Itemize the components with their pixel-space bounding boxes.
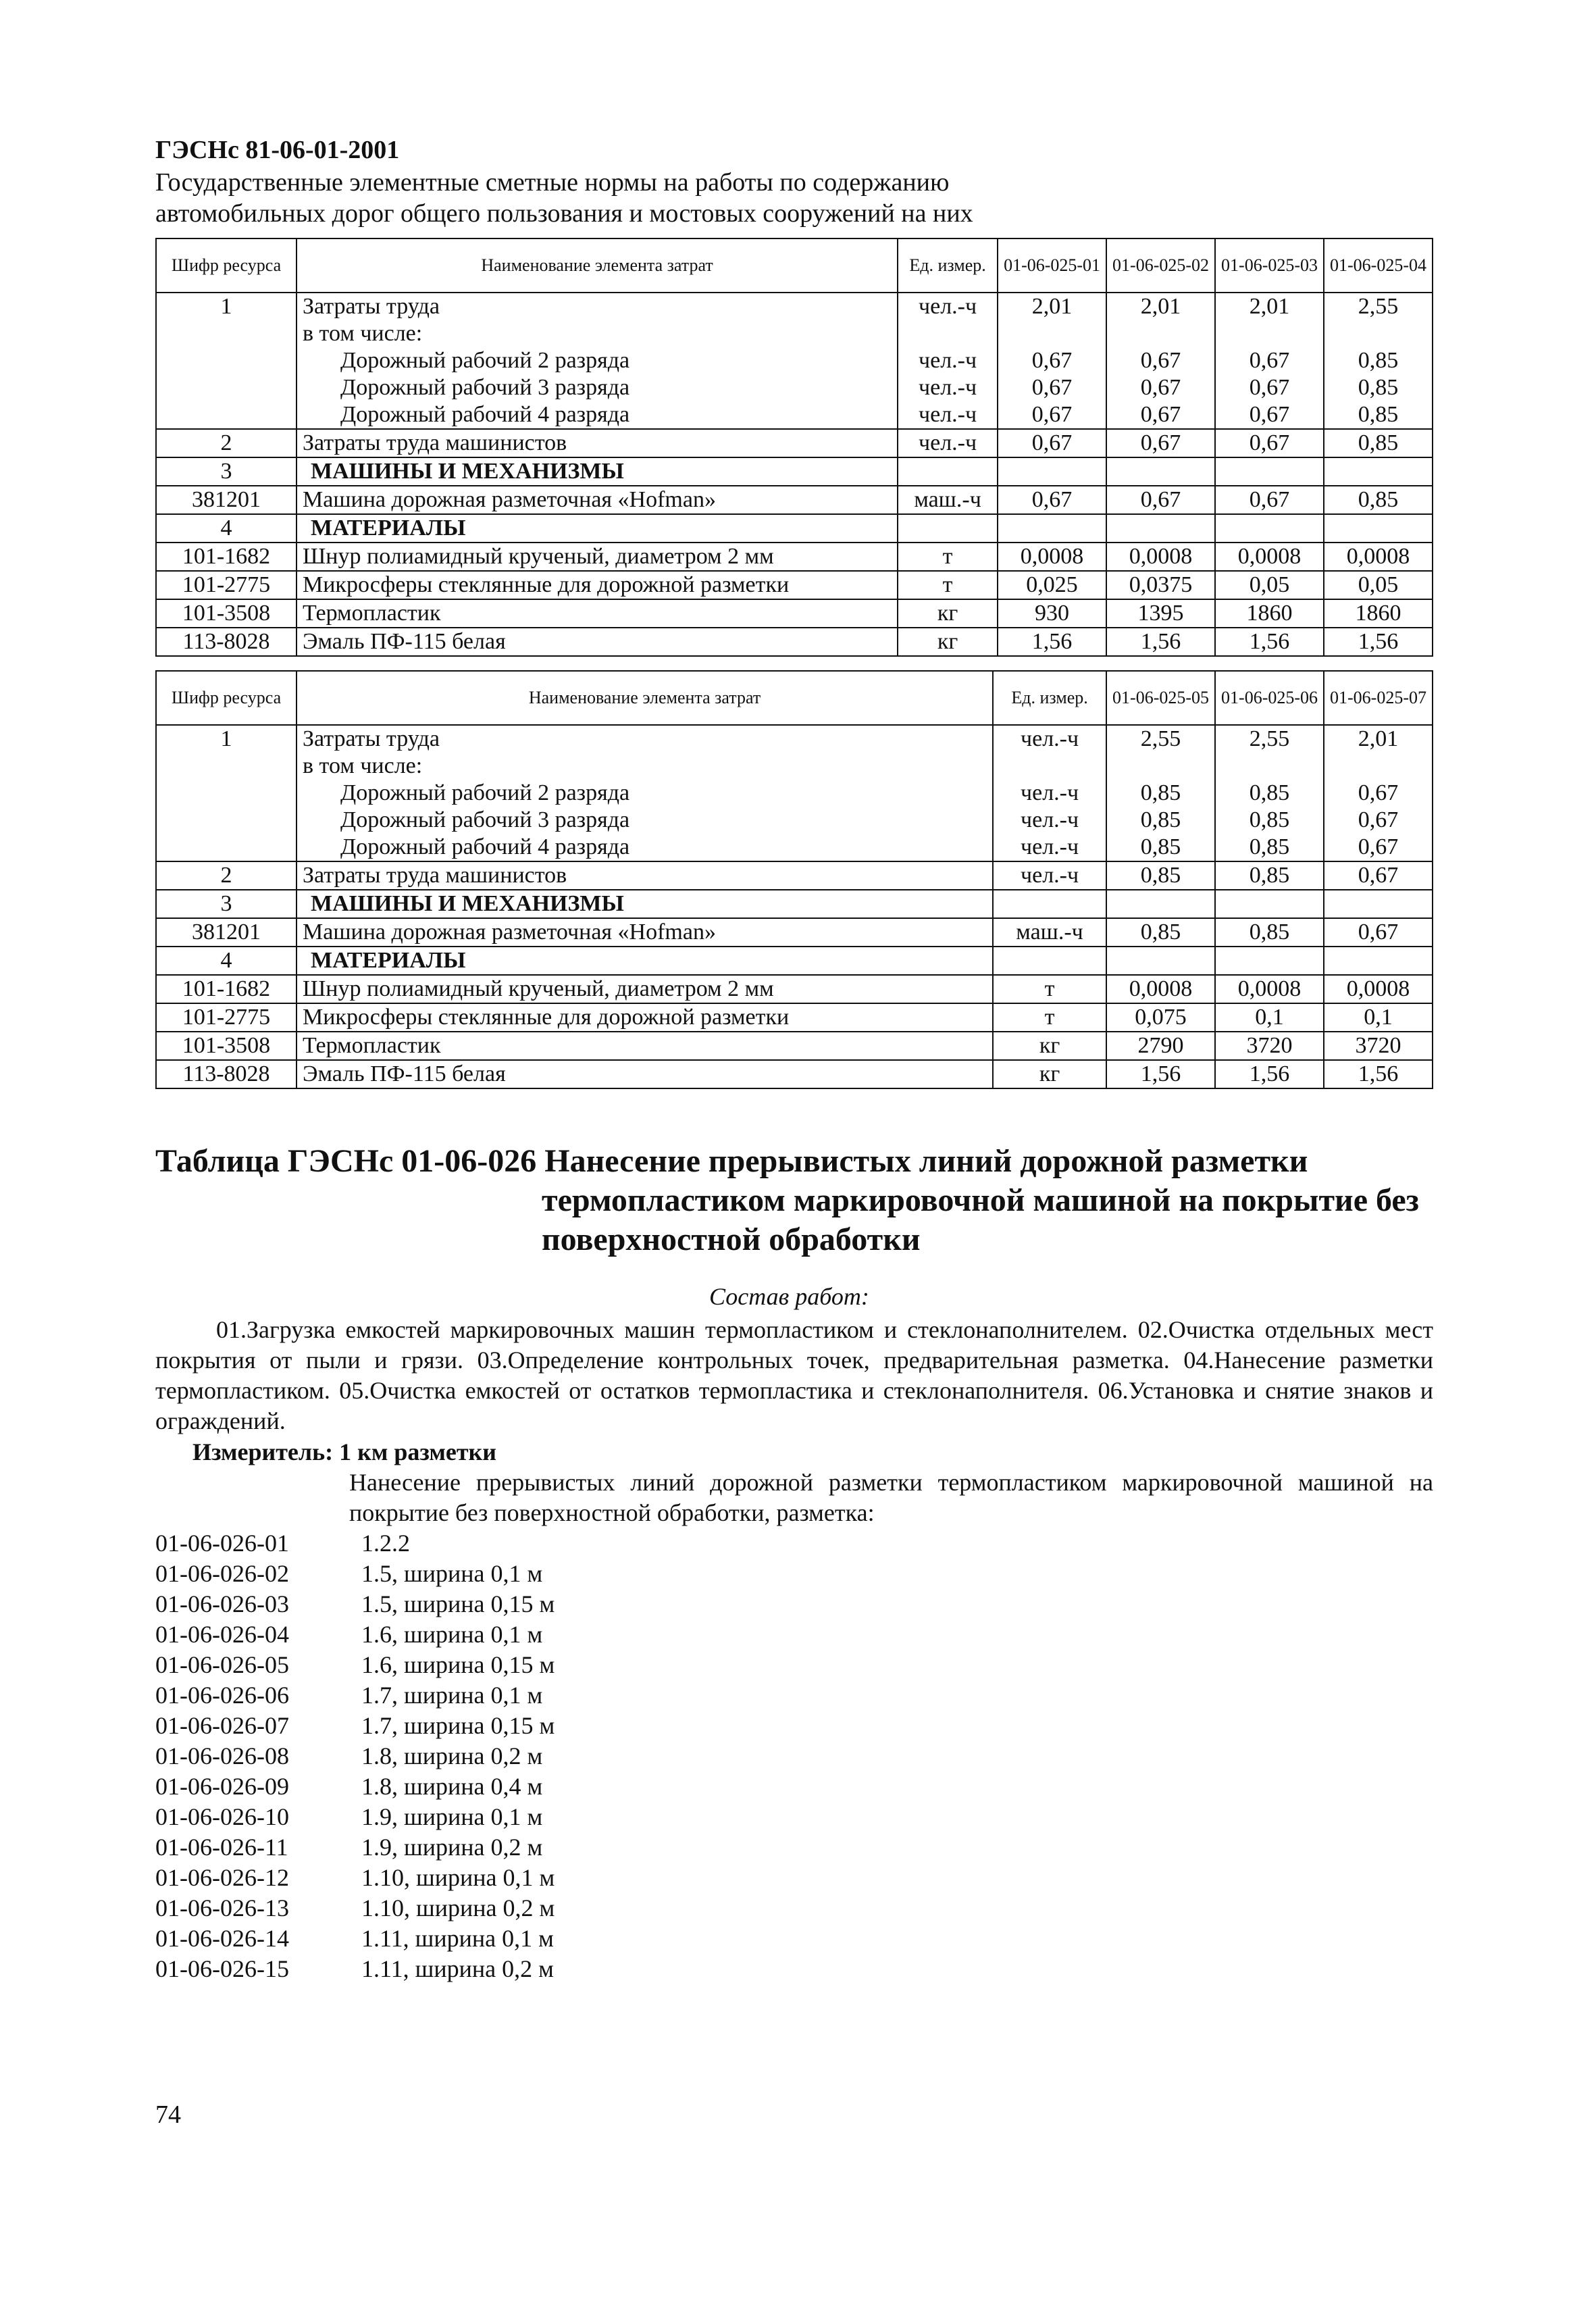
value-cell: 0,67 — [1106, 401, 1215, 429]
value-cell: 1,56 — [1106, 1060, 1215, 1088]
value-cell: 0,67 — [1324, 861, 1433, 890]
norm-row — [155, 1832, 555, 1863]
value-cell — [1106, 514, 1215, 543]
norm-text: 1.6, ширина 0,1 м — [361, 1621, 543, 1648]
resource-code-cell — [156, 320, 297, 347]
value-cell: 0,0008 — [1215, 543, 1324, 571]
unit-cell: т — [993, 1003, 1106, 1032]
value-cell: 0,85 — [1106, 780, 1215, 807]
resource-code-cell: 113-8028 — [156, 628, 297, 656]
table-body — [156, 293, 1433, 656]
value-cell: 0,67 — [1324, 918, 1433, 947]
value-cell: 0,67 — [1106, 374, 1215, 401]
item-name-cell: Затраты труда машинистов — [297, 429, 898, 457]
value-cell: 0,05 — [1324, 571, 1433, 599]
value-cell: 0,0008 — [1324, 975, 1433, 1003]
unit-cell: чел.-ч — [993, 780, 1106, 807]
table-row — [156, 1060, 1433, 1088]
unit-cell: т — [993, 975, 1106, 1003]
unit-cell: чел.-ч — [898, 293, 998, 320]
resource-code-cell: 101-1682 — [156, 543, 297, 571]
value-cell: 2,55 — [1106, 725, 1215, 753]
table-row — [156, 807, 1433, 834]
unit-cell — [993, 753, 1106, 780]
value-cell: 0,85 — [1106, 834, 1215, 861]
value-cell: 0,85 — [1106, 918, 1215, 947]
value-cell: 0,85 — [1215, 918, 1324, 947]
item-name-cell: МАТЕРИАЛЫ — [297, 947, 993, 975]
norm-code: 01-06-026-03 — [155, 1590, 289, 1617]
value-cell — [1215, 320, 1324, 347]
norm-row — [155, 1589, 555, 1619]
norm-text: 1.7, ширина 0,1 м — [361, 1682, 543, 1709]
table-row — [156, 780, 1433, 807]
unit-cell: т — [898, 543, 998, 571]
header-resource-code: Шифр ресурса — [156, 238, 297, 293]
value-cell — [1106, 890, 1215, 918]
norm-text: 1.8, ширина 0,2 м — [361, 1742, 543, 1769]
norm-code: 01-06-026-05 — [155, 1651, 289, 1678]
item-name-cell: Эмаль ПФ-115 белая — [297, 628, 898, 656]
table-row — [156, 514, 1433, 543]
item-name-cell: Дорожный рабочий 3 разряда — [297, 807, 993, 834]
header-resource-code: Шифр ресурса — [156, 671, 297, 725]
table-row — [156, 861, 1433, 890]
resource-code-cell: 101-2775 — [156, 571, 297, 599]
value-cell: 2,01 — [1106, 293, 1215, 320]
norm-text: 1.11, ширина 0,2 м — [361, 1955, 554, 1982]
norm-text: 1.5, ширина 0,1 м — [361, 1560, 543, 1587]
value-cell: 0,85 — [1324, 401, 1433, 429]
unit-cell — [898, 320, 998, 347]
value-cell: 0,67 — [1215, 401, 1324, 429]
value-cell: 0,0008 — [1215, 975, 1324, 1003]
value-cell: 0,0008 — [1324, 543, 1433, 571]
table-row — [156, 599, 1433, 628]
item-name-cell: в том числе: — [297, 753, 993, 780]
item-name-cell: МАТЕРИАЛЫ — [297, 514, 898, 543]
value-cell: 1860 — [1215, 599, 1324, 628]
value-cell: 1,56 — [1324, 1060, 1433, 1088]
item-name-cell: Машина дорожная разметочная «Hofman» — [297, 918, 993, 947]
work-composition-text — [155, 1315, 1433, 1436]
header-norm-3: 01-06-025-03 — [1215, 238, 1324, 293]
value-cell — [1324, 753, 1433, 780]
value-cell — [1106, 947, 1215, 975]
value-cell: 1860 — [1324, 599, 1433, 628]
item-name-cell: Затраты труда — [297, 293, 898, 320]
value-cell: 0,0375 — [1106, 571, 1215, 599]
unit-cell: кг — [993, 1032, 1106, 1060]
value-cell: 0,85 — [1215, 861, 1324, 890]
norm-row — [155, 1528, 555, 1559]
value-cell: 0,075 — [1106, 1003, 1215, 1032]
table-row — [156, 834, 1433, 861]
unit-cell: маш.-ч — [993, 918, 1106, 947]
value-cell: 2790 — [1106, 1032, 1215, 1060]
resource-code-cell — [156, 347, 297, 374]
table-row — [156, 571, 1433, 599]
value-cell — [1215, 947, 1324, 975]
resource-code-cell — [156, 780, 297, 807]
item-name-cell: в том числе: — [297, 320, 898, 347]
norm-row — [155, 1771, 555, 1802]
item-name-cell: МАШИНЫ И МЕХАНИЗМЫ — [297, 890, 993, 918]
table-row — [156, 401, 1433, 429]
table-row — [156, 753, 1433, 780]
value-cell: 0,85 — [1215, 834, 1324, 861]
unit-cell: чел.-ч — [898, 374, 998, 401]
value-cell: 0,85 — [1106, 807, 1215, 834]
resource-table-1 — [155, 238, 1433, 657]
table-row — [156, 429, 1433, 457]
norm-code: 01-06-026-01 — [155, 1530, 289, 1557]
header-item-name: Наименование элемента затрат — [297, 238, 898, 293]
norm-row — [155, 1802, 555, 1832]
table-row — [156, 725, 1433, 753]
document-code: ГЭСНс 81-06-01-2001 — [155, 136, 400, 164]
resource-code-cell: 1 — [156, 293, 297, 320]
resource-table-2 — [155, 670, 1433, 1089]
value-cell: 0,05 — [1215, 571, 1324, 599]
value-cell: 0,67 — [1324, 780, 1433, 807]
item-name-cell: Машина дорожная разметочная «Hofman» — [297, 486, 898, 514]
unit-cell — [993, 947, 1106, 975]
norm-text: 1.9, ширина 0,1 м — [361, 1803, 543, 1830]
header-norm-6: 01-06-025-06 — [1215, 671, 1324, 725]
value-cell: 0,67 — [998, 429, 1106, 457]
document-title-line-2: автомобильных дорог общего пользования и мостовых сооружений на них — [155, 199, 973, 228]
value-cell: 0,67 — [998, 486, 1106, 514]
resource-code-cell: 101-2775 — [156, 1003, 297, 1032]
norm-code: 01-06-026-12 — [155, 1864, 289, 1891]
unit-cell — [993, 890, 1106, 918]
item-name-cell: Дорожный рабочий 4 разряда — [297, 834, 993, 861]
value-cell: 0,85 — [1215, 807, 1324, 834]
unit-cell — [898, 457, 998, 486]
unit-cell: кг — [898, 599, 998, 628]
norm-code: 01-06-026-14 — [155, 1925, 289, 1952]
item-name-cell: Микросферы стеклянные для дорожной разметки — [297, 1003, 993, 1032]
value-cell: 0,67 — [1324, 807, 1433, 834]
section-title-line-1: Таблица ГЭСНс 01-06-026 Нанесение прерывистых линий дорожной разметки — [155, 1143, 1308, 1179]
section-title — [155, 1142, 1419, 1259]
header-norm-7: 01-06-025-07 — [1324, 671, 1433, 725]
unit-cell: чел.-ч — [993, 725, 1106, 753]
value-cell: 3720 — [1215, 1032, 1324, 1060]
table-row — [156, 947, 1433, 975]
norm-code: 01-06-026-04 — [155, 1621, 289, 1648]
value-cell — [1106, 753, 1215, 780]
value-cell: 0,67 — [998, 401, 1106, 429]
norm-code: 01-06-026-13 — [155, 1894, 289, 1921]
item-name-cell: Дорожный рабочий 2 разряда — [297, 780, 993, 807]
norm-text: 1.6, ширина 0,15 м — [361, 1651, 555, 1678]
unit-cell: маш.-ч — [898, 486, 998, 514]
value-cell: 1,56 — [1215, 1060, 1324, 1088]
value-cell: 3720 — [1324, 1032, 1433, 1060]
value-cell: 0,0008 — [1106, 543, 1215, 571]
norm-code: 01-06-026-15 — [155, 1955, 289, 1982]
value-cell — [1215, 457, 1324, 486]
value-cell — [1324, 947, 1433, 975]
resource-code-cell: 101-1682 — [156, 975, 297, 1003]
resource-code-cell — [156, 834, 297, 861]
unit-cell: чел.-ч — [993, 834, 1106, 861]
unit-cell — [898, 514, 998, 543]
value-cell: 0,85 — [1324, 374, 1433, 401]
resource-code-cell — [156, 401, 297, 429]
value-cell: 930 — [998, 599, 1106, 628]
value-cell: 0,67 — [1215, 347, 1324, 374]
work-steps-paragraph: 01.Загрузка емкостей маркировочных машин термопластиком и стеклонаполнителем. 02.Очистка отдельных мест покрытия от пыли и грязи. 03.Определение контрольных точек, предварительная разметка. 04.Нанесение разметки термопластиком. 05.Очистка емкостей от остатков термопластика и стеклонаполнителя. 06.Установка и снятие знаков и ограждений. — [155, 1316, 1433, 1434]
value-cell: 0,1 — [1324, 1003, 1433, 1032]
work-composition-heading: Состав работ: — [709, 1283, 869, 1310]
unit-cell: чел.-ч — [993, 861, 1106, 890]
norm-row — [155, 1619, 555, 1650]
header-item-name: Наименование элемента затрат — [297, 671, 993, 725]
value-cell: 1,56 — [998, 628, 1106, 656]
value-cell — [998, 320, 1106, 347]
norm-list — [155, 1528, 555, 1984]
table-row — [156, 918, 1433, 947]
table-row — [156, 975, 1433, 1003]
value-cell: 0,67 — [1106, 347, 1215, 374]
norm-row — [155, 1559, 555, 1589]
value-cell — [1324, 514, 1433, 543]
table-header-row — [156, 238, 1433, 293]
header-unit: Ед. измер. — [993, 671, 1106, 725]
value-cell: 1,56 — [1324, 628, 1433, 656]
item-name-cell: Эмаль ПФ-115 белая — [297, 1060, 993, 1088]
value-cell: 0,85 — [1215, 780, 1324, 807]
table-row — [156, 628, 1433, 656]
resource-code-cell — [156, 807, 297, 834]
header-unit: Ед. измер. — [898, 238, 998, 293]
item-name-cell: Шнур полиамидный крученый, диаметром 2 мм — [297, 543, 898, 571]
unit-cell: т — [898, 571, 998, 599]
resource-code-cell: 3 — [156, 457, 297, 486]
norm-row — [155, 1650, 555, 1680]
norm-text: 1.5, ширина 0,15 м — [361, 1590, 555, 1617]
norm-text: 1.9, ширина 0,2 м — [361, 1834, 543, 1861]
table-row — [156, 374, 1433, 401]
item-name-cell: Дорожный рабочий 2 разряда — [297, 347, 898, 374]
resource-code-cell: 4 — [156, 514, 297, 543]
value-cell: 0,67 — [998, 347, 1106, 374]
norm-code: 01-06-026-07 — [155, 1712, 289, 1739]
value-cell: 2,01 — [998, 293, 1106, 320]
resource-code-cell: 3 — [156, 890, 297, 918]
table-row — [156, 1032, 1433, 1060]
value-cell: 0,85 — [1324, 486, 1433, 514]
norm-row — [155, 1863, 555, 1893]
value-cell: 0,0008 — [998, 543, 1106, 571]
header-norm-5: 01-06-025-05 — [1106, 671, 1215, 725]
unit-cell: чел.-ч — [898, 401, 998, 429]
page-number: 74 — [155, 2101, 181, 2129]
norm-row — [155, 1954, 555, 1984]
item-name-cell: Микросферы стеклянные для дорожной разметки — [297, 571, 898, 599]
item-name-cell: Затраты труда — [297, 725, 993, 753]
value-cell — [1106, 320, 1215, 347]
table-row — [156, 486, 1433, 514]
value-cell — [1215, 890, 1324, 918]
value-cell: 0,67 — [1215, 429, 1324, 457]
norm-code: 01-06-026-02 — [155, 1560, 289, 1587]
value-cell — [1215, 753, 1324, 780]
document-title-line-1: Государственные элементные сметные нормы на работы по содержанию — [155, 168, 950, 197]
item-name-cell: МАШИНЫ И МЕХАНИЗМЫ — [297, 457, 898, 486]
norm-row — [155, 1711, 555, 1741]
value-cell — [1215, 514, 1324, 543]
value-cell — [1324, 890, 1433, 918]
value-cell: 0,67 — [1215, 486, 1324, 514]
unit-cell: чел.-ч — [993, 807, 1106, 834]
value-cell — [1324, 457, 1433, 486]
norm-row — [155, 1893, 555, 1923]
value-cell: 0,67 — [998, 374, 1106, 401]
value-cell: 0,0008 — [1106, 975, 1215, 1003]
norm-text: 1.2.2 — [361, 1530, 410, 1557]
item-name-cell: Термопластик — [297, 599, 898, 628]
item-name-cell: Термопластик — [297, 1032, 993, 1060]
resource-code-cell — [156, 374, 297, 401]
table-row — [156, 890, 1433, 918]
measure-unit: Измеритель: 1 км разметки — [192, 1438, 497, 1465]
value-cell: 2,55 — [1324, 293, 1433, 320]
norm-text: 1.7, ширина 0,15 м — [361, 1712, 555, 1739]
resource-code-cell: 4 — [156, 947, 297, 975]
norm-code: 01-06-026-08 — [155, 1742, 289, 1769]
resource-code-cell — [156, 753, 297, 780]
norm-code: 01-06-026-11 — [155, 1834, 288, 1861]
table-row — [156, 457, 1433, 486]
norm-code: 01-06-026-06 — [155, 1682, 289, 1709]
norm-text: 1.10, ширина 0,1 м — [361, 1864, 555, 1891]
value-cell: 0,67 — [1215, 374, 1324, 401]
value-cell: 2,55 — [1215, 725, 1324, 753]
norm-text: 1.11, ширина 0,1 м — [361, 1925, 554, 1952]
table-row — [156, 543, 1433, 571]
value-cell: 0,85 — [1324, 429, 1433, 457]
value-cell — [998, 457, 1106, 486]
table-header-row — [156, 671, 1433, 725]
unit-cell: чел.-ч — [898, 347, 998, 374]
value-cell: 0,85 — [1106, 861, 1215, 890]
resource-code-cell: 2 — [156, 429, 297, 457]
section-title-line-3: поверхностной обработки — [542, 1222, 921, 1257]
header-norm-1: 01-06-025-01 — [998, 238, 1106, 293]
table-body — [156, 725, 1433, 1088]
norm-text: 1.8, ширина 0,4 м — [361, 1773, 543, 1800]
norm-row — [155, 1741, 555, 1771]
value-cell: 1395 — [1106, 599, 1215, 628]
norm-code: 01-06-026-09 — [155, 1773, 289, 1800]
resource-code-cell: 101-3508 — [156, 1032, 297, 1060]
norm-description: Нанесение прерывистых линий дорожной разметки термопластиком маркировочной машиной на покрытие без поверхностной обработки, разметка: — [349, 1469, 1433, 1526]
table-row — [156, 1003, 1433, 1032]
value-cell: 0,025 — [998, 571, 1106, 599]
value-cell: 1,56 — [1215, 628, 1324, 656]
value-cell: 0,1 — [1215, 1003, 1324, 1032]
item-name-cell: Затраты труда машинистов — [297, 861, 993, 890]
section-title-line-2: термопластиком маркировочной машиной на покрытие без — [542, 1182, 1419, 1218]
value-cell: 2,01 — [1324, 725, 1433, 753]
value-cell: 0,85 — [1324, 347, 1433, 374]
unit-cell: чел.-ч — [898, 429, 998, 457]
resource-code-cell: 381201 — [156, 918, 297, 947]
norm-row — [155, 1680, 555, 1711]
header-norm-2: 01-06-025-02 — [1106, 238, 1215, 293]
resource-code-cell: 2 — [156, 861, 297, 890]
resource-code-cell: 113-8028 — [156, 1060, 297, 1088]
value-cell: 0,67 — [1324, 834, 1433, 861]
item-name-cell: Шнур полиамидный крученый, диаметром 2 мм — [297, 975, 993, 1003]
table-row — [156, 293, 1433, 320]
value-cell: 0,67 — [1106, 486, 1215, 514]
value-cell: 2,01 — [1215, 293, 1324, 320]
unit-cell: кг — [898, 628, 998, 656]
value-cell: 0,67 — [1106, 429, 1215, 457]
resource-code-cell: 1 — [156, 725, 297, 753]
resource-code-cell: 381201 — [156, 486, 297, 514]
value-cell — [1106, 457, 1215, 486]
value-cell — [1324, 320, 1433, 347]
norm-row — [155, 1923, 555, 1954]
header-norm-4: 01-06-025-04 — [1324, 238, 1433, 293]
value-cell: 1,56 — [1106, 628, 1215, 656]
item-name-cell: Дорожный рабочий 4 разряда — [297, 401, 898, 429]
item-name-cell: Дорожный рабочий 3 разряда — [297, 374, 898, 401]
value-cell — [998, 514, 1106, 543]
norm-code: 01-06-026-10 — [155, 1803, 289, 1830]
resource-code-cell: 101-3508 — [156, 599, 297, 628]
table-row — [156, 347, 1433, 374]
unit-cell: кг — [993, 1060, 1106, 1088]
table-row — [156, 320, 1433, 347]
norm-text: 1.10, ширина 0,2 м — [361, 1894, 555, 1921]
